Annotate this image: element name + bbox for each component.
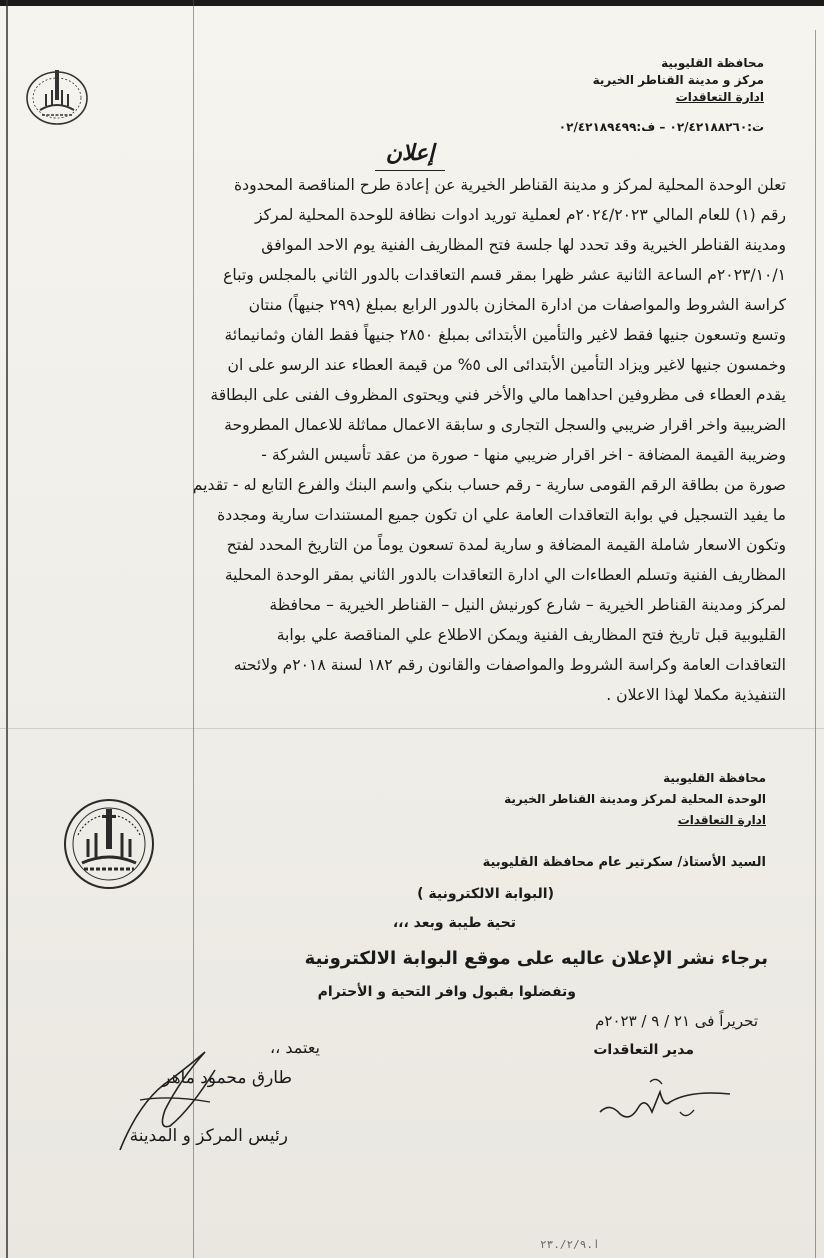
announcement-line: كراسة الشروط والمواصفات من ادارة المخازن بالدور الرابع بمبلغ (٢٩٩ جنيهاً) منتان (248, 296, 786, 314)
letter-addressee: السيد الأستاذ/ سكرتير عام محافظة القليوبية (482, 855, 766, 870)
letterhead-city: مركز و مدينة القناطر الخيرية (592, 73, 764, 87)
head-role: رئيس المركز و المدينة (129, 1126, 288, 1146)
letter-governorate: محافظة القليوبية (663, 771, 766, 785)
announcement-line: الضريبية واخر اقرار ضريبي والسجل التجارى و سابقة الاعمال مماثلة للاعمال المطروحة (224, 416, 786, 434)
announcement-line: التعاقدات العامة وكراسة الشروط والمواصفات والقانون رقم ١٨٢ لسنة ٢٠١٨م ولائحته (233, 656, 786, 674)
head-name: طارق محمود ماهر (162, 1068, 292, 1088)
announcement-line: يقدم العطاء فى مظروفين احداهما مالي والأخر فني ويحتوى المظروف الفنى على البطاقة (210, 386, 786, 404)
approval-label: يعتمد ،، (269, 1038, 320, 1057)
page-fold-line-horizontal (0, 728, 824, 729)
announcement-line: ما يفيد التسجيل في بوابة التعاقدات العامة علي ان تكون جميع المستندات سارية ومجددة (217, 506, 786, 524)
letterhead-governorate: محافظة القليوبية (661, 56, 764, 70)
letterhead (464, 55, 764, 106)
scan-right-edge (815, 30, 816, 1258)
letter-portal: (البوابة الالكترونية ) (417, 886, 554, 902)
letterhead-phone: ت:٠٢/٤٢١٨٨٢٦٠ – ف:٠٢/٤٢١٨٩٤٩٩ (558, 120, 764, 134)
footer-stamp: ا.٢/٩/.٢٣ (540, 1238, 600, 1251)
announcement-line: ٢٠٢٣/١٠/١م الساعة الثانية عشر ظهرا بمقر قسم التعاقدات بالدور الثاني بالمجلس وتباع (223, 266, 786, 284)
manager-signature-icon (590, 1072, 740, 1127)
head-signature-icon (110, 1040, 230, 1155)
letterhead-department: ادارة التعاقدات (675, 90, 764, 104)
letter-unit: الوحدة المحلية لمركز ومدينة القناطر الخيرية (504, 792, 766, 806)
scan-left-edge (6, 0, 8, 1258)
letter-closing: وتفضلوا بقبول وافر التحية و الأحترام (317, 984, 576, 1000)
letter-department: ادارة التعاقدات (677, 813, 766, 827)
announcement-line: تعلن الوحدة المحلية لمركز و مدينة القناطر الخيرية عن إعادة طرح المناقصة المحدودة (233, 176, 786, 194)
announcement-line: المظاريف الفنية وتسلم العطاءات الي ادارة التعاقدات بالدور الثاني بمقر الوحدة المحلية (224, 566, 786, 584)
announcement-line: لمركز ومدينة القناطر الخيرية – شارع كورنيش النيل – القناطر الخيرية – محافظة (269, 596, 786, 614)
announcement-line: وضريبة القيمة المضافة - اخر اقرار ضريبي منها - صورة من عقد تأسيس الشركة - (261, 446, 786, 464)
announcement-title: إعلان (385, 140, 435, 166)
letter-date: تحريراً فى ٢١ / ٩ / ٢٠٢٣م (595, 1012, 758, 1030)
governorate-seal-icon (22, 60, 92, 130)
announcement-line: ومدينة القناطر الخيرية وقد تحدد لها جلسة فتح المظاريف الفنية يوم الاحد الموافق (261, 236, 786, 254)
announcement-body (28, 170, 786, 710)
letter-greeting: تحية طيبة وبعد ،،، (392, 915, 516, 931)
announcement-line: وخمسون جنيها لاغير ويزاد التأمين الأبتدائى الى ٥% من قيمة العطاء عند الرسو على ان (227, 356, 786, 374)
letter-header (346, 768, 766, 831)
announcement-line: القليوبية قبل تاريخ فتح المظاريف الفنية ويمكن الاطلاع علي المناقصة علي بوابة (276, 626, 786, 644)
official-stamp-icon (60, 795, 158, 893)
scan-top-edge (0, 0, 824, 6)
letter-request: برجاء نشر الإعلان عاليه على موقع البوابة الالكترونية (304, 948, 768, 969)
announcement-line: صورة من بطاقة الرقم القومى سارية - رقم حساب بنكي واسم البنك والفرع التابع له - تقديم (192, 476, 786, 494)
announcement-line: وتكون الاسعار شاملة القيمة المضافة و سارية لمدة تسعون يوماً من التاريخ المحدد لفتح (226, 536, 786, 554)
announcement-line: وتسع وتسعون جنيها فقط لاغير والتأمين الأبتدائى بمبلغ ٢٨٥٠ جنيهاً فقط الفان وثمانيمائة (224, 326, 786, 344)
announcement-line: رقم (١) للعام المالي ٢٠٢٤/٢٠٢٣م لعملية توريد ادوات نظافة للوحدة المحلية لمركز (254, 206, 786, 224)
announcement-line: التنفيذية مكملا لهذا الاعلان . (606, 686, 786, 704)
letter-manager-title: مدير التعاقدات (593, 1042, 694, 1058)
